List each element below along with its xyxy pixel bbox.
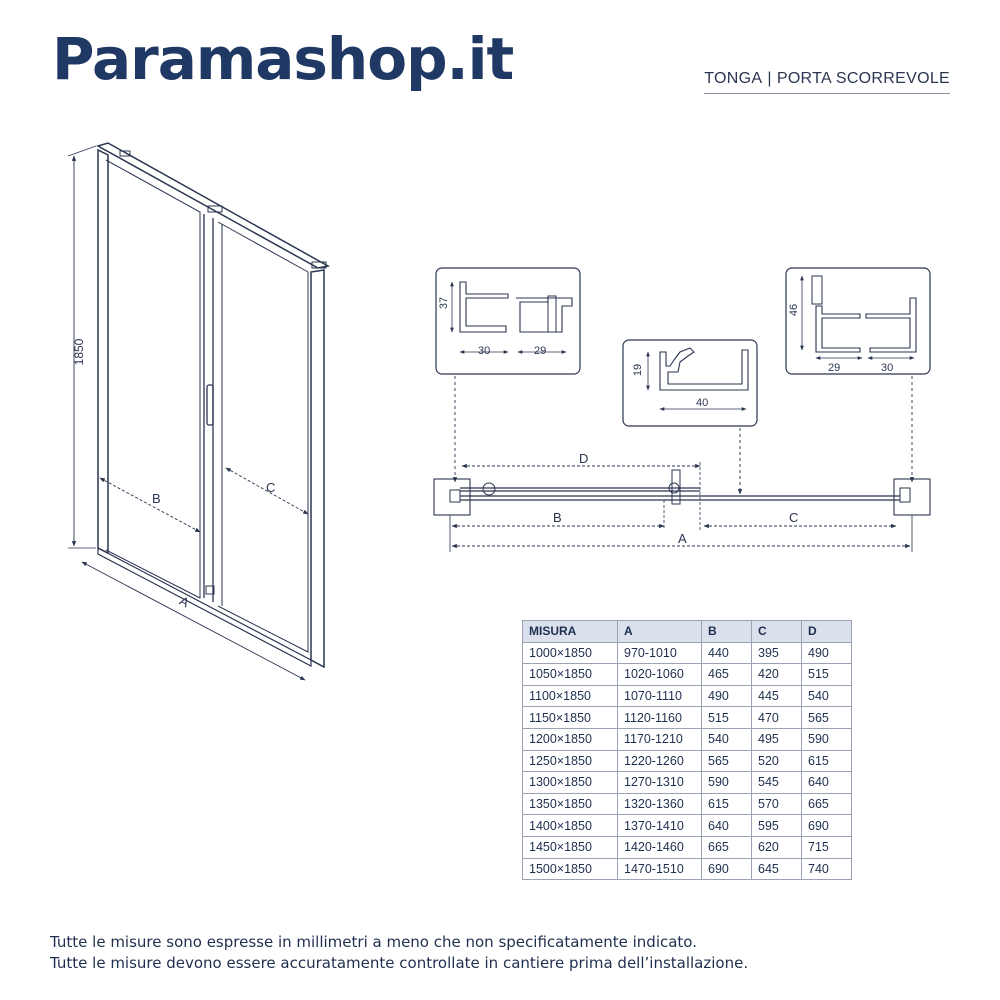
door-handle (207, 385, 213, 425)
table-cell: 1400×1850 (523, 815, 618, 837)
detail-right-h-label: 46 (788, 303, 800, 317)
table-cell: 620 (752, 836, 802, 858)
table-row (523, 793, 852, 815)
detail-center (623, 340, 757, 426)
frame-right-post (311, 270, 324, 667)
table-body (523, 642, 852, 880)
table-cell: 565 (802, 707, 852, 729)
table-cell: 690 (702, 858, 752, 880)
table-row (523, 815, 852, 837)
table-row (523, 642, 852, 664)
door-panel-outline (218, 222, 308, 652)
table-cell: 470 (752, 707, 802, 729)
header-misura: MISURA (523, 621, 618, 643)
table-cell: 565 (702, 750, 752, 772)
detail-left-profile-2 (516, 298, 572, 332)
table-cell: 490 (802, 642, 852, 664)
detail-center-box (623, 340, 757, 426)
table-cell: 1470-1510 (618, 858, 702, 880)
table-cell: 1270-1310 (618, 772, 702, 794)
table-cell: 665 (702, 836, 752, 858)
detail-left-h-label: 37 (438, 296, 450, 310)
detail-center-w-label: 40 (696, 397, 709, 409)
detail-left (436, 268, 580, 374)
table-cell: 590 (802, 728, 852, 750)
detail-left-w1-label: 30 (478, 345, 491, 357)
table-cell: 570 (752, 793, 802, 815)
table-cell: 615 (802, 750, 852, 772)
table-cell: 395 (752, 642, 802, 664)
table-cell: 520 (752, 750, 802, 772)
table-cell: 1100×1850 (523, 685, 618, 707)
table-row (523, 836, 852, 858)
table-cell: 690 (802, 815, 852, 837)
table-cell: 645 (752, 858, 802, 880)
table-cell: 615 (702, 793, 752, 815)
detail-right-roller (812, 276, 822, 304)
table-cell: 970-1010 (618, 642, 702, 664)
table-cell: 1370-1410 (618, 815, 702, 837)
plan-wall-right (894, 479, 930, 515)
table-cell: 1420-1460 (618, 836, 702, 858)
detail-left-profile-1 (460, 282, 508, 332)
brand-logo: Paramashop.it (52, 25, 514, 93)
table-row (523, 685, 852, 707)
table-cell: 1250×1850 (523, 750, 618, 772)
detail-right-profile-2 (866, 298, 916, 352)
frame-left-post (98, 150, 108, 553)
table-cell: 1120-1160 (618, 707, 702, 729)
table-cell: 540 (702, 728, 752, 750)
table-cell: 1170-1210 (618, 728, 702, 750)
header-a: A (618, 621, 702, 643)
dim-b-line (100, 478, 200, 532)
plan-right-profile (900, 488, 910, 502)
table-cell: 445 (752, 685, 802, 707)
table-cell: 640 (702, 815, 752, 837)
table-cell: 590 (702, 772, 752, 794)
table-row (523, 772, 852, 794)
table-cell: 1200×1850 (523, 728, 618, 750)
detail-left-box (436, 268, 580, 374)
table-cell: 465 (702, 664, 752, 686)
height-label: 1850 (72, 338, 86, 366)
detail-center-profile (660, 348, 748, 390)
detail-left-w2-label: 29 (534, 345, 547, 357)
size-table (522, 620, 852, 880)
plan-c-label: C (789, 510, 799, 525)
plan-d-label: D (579, 451, 589, 466)
table-cell: 1000×1850 (523, 642, 618, 664)
table-row (523, 858, 852, 880)
perspective-c-label: C (266, 480, 276, 495)
header-d: D (802, 621, 852, 643)
table-cell: 1500×1850 (523, 858, 618, 880)
plan-roller (483, 483, 495, 495)
table-cell: 1150×1850 (523, 707, 618, 729)
detail-leaders (455, 376, 912, 494)
table-cell: 1020-1060 (618, 664, 702, 686)
table-row (523, 707, 852, 729)
detail-center-h-label: 19 (632, 363, 644, 377)
product-type: PORTA SCORREVOLE (776, 70, 950, 87)
table-cell: 1320-1360 (618, 793, 702, 815)
table-cell: 545 (752, 772, 802, 794)
header-b: B (702, 621, 752, 643)
height-extension-top (68, 146, 96, 156)
plan-a-label: A (678, 531, 687, 546)
table-cell: 495 (752, 728, 802, 750)
header-c: C (752, 621, 802, 643)
table-cell: 1070-1110 (618, 685, 702, 707)
table-cell: 420 (752, 664, 802, 686)
fixed-panel-outline (106, 160, 200, 598)
table-cell: 1350×1850 (523, 793, 618, 815)
detail-right-w2-label: 30 (881, 362, 894, 374)
table-cell: 515 (702, 707, 752, 729)
table-row (523, 750, 852, 772)
table-cell: 740 (802, 858, 852, 880)
table-cell: 490 (702, 685, 752, 707)
plan-b-label: B (553, 510, 562, 525)
perspective-a-label: A (176, 593, 192, 611)
footer-notes (50, 932, 748, 974)
detail-left-glass (548, 296, 556, 332)
table-header-row (523, 621, 852, 643)
detail-right-profile-1 (816, 306, 860, 352)
perspective-view (68, 143, 328, 680)
table-cell: 1050×1850 (523, 664, 618, 686)
plan-left-profile (450, 490, 460, 502)
title-separator: | (767, 70, 772, 87)
table-row (523, 664, 852, 686)
table-cell: 515 (802, 664, 852, 686)
plan-wall-left (434, 479, 470, 515)
detail-right-w1-label: 29 (828, 362, 841, 374)
product-model: TONGA (704, 70, 763, 87)
perspective-b-label: B (152, 491, 161, 506)
footer-line-1: Tutte le misure sono espresse in millimetri a meno che non specificatamente indicato. (50, 933, 697, 951)
footer-line-2: Tutte le misure devono essere accuratamente controllate in cantiere prima dell’installazione. (50, 954, 749, 972)
table-cell: 665 (802, 793, 852, 815)
table-cell: 540 (802, 685, 852, 707)
table-cell: 1220-1260 (618, 750, 702, 772)
table-cell: 595 (752, 815, 802, 837)
table-cell: 640 (802, 772, 852, 794)
table-cell: 715 (802, 836, 852, 858)
table-row (523, 728, 852, 750)
table-cell: 440 (702, 642, 752, 664)
table-cell: 1300×1850 (523, 772, 618, 794)
detail-right (786, 268, 930, 374)
table-cell: 1450×1850 (523, 836, 618, 858)
dim-a-line (82, 562, 305, 680)
